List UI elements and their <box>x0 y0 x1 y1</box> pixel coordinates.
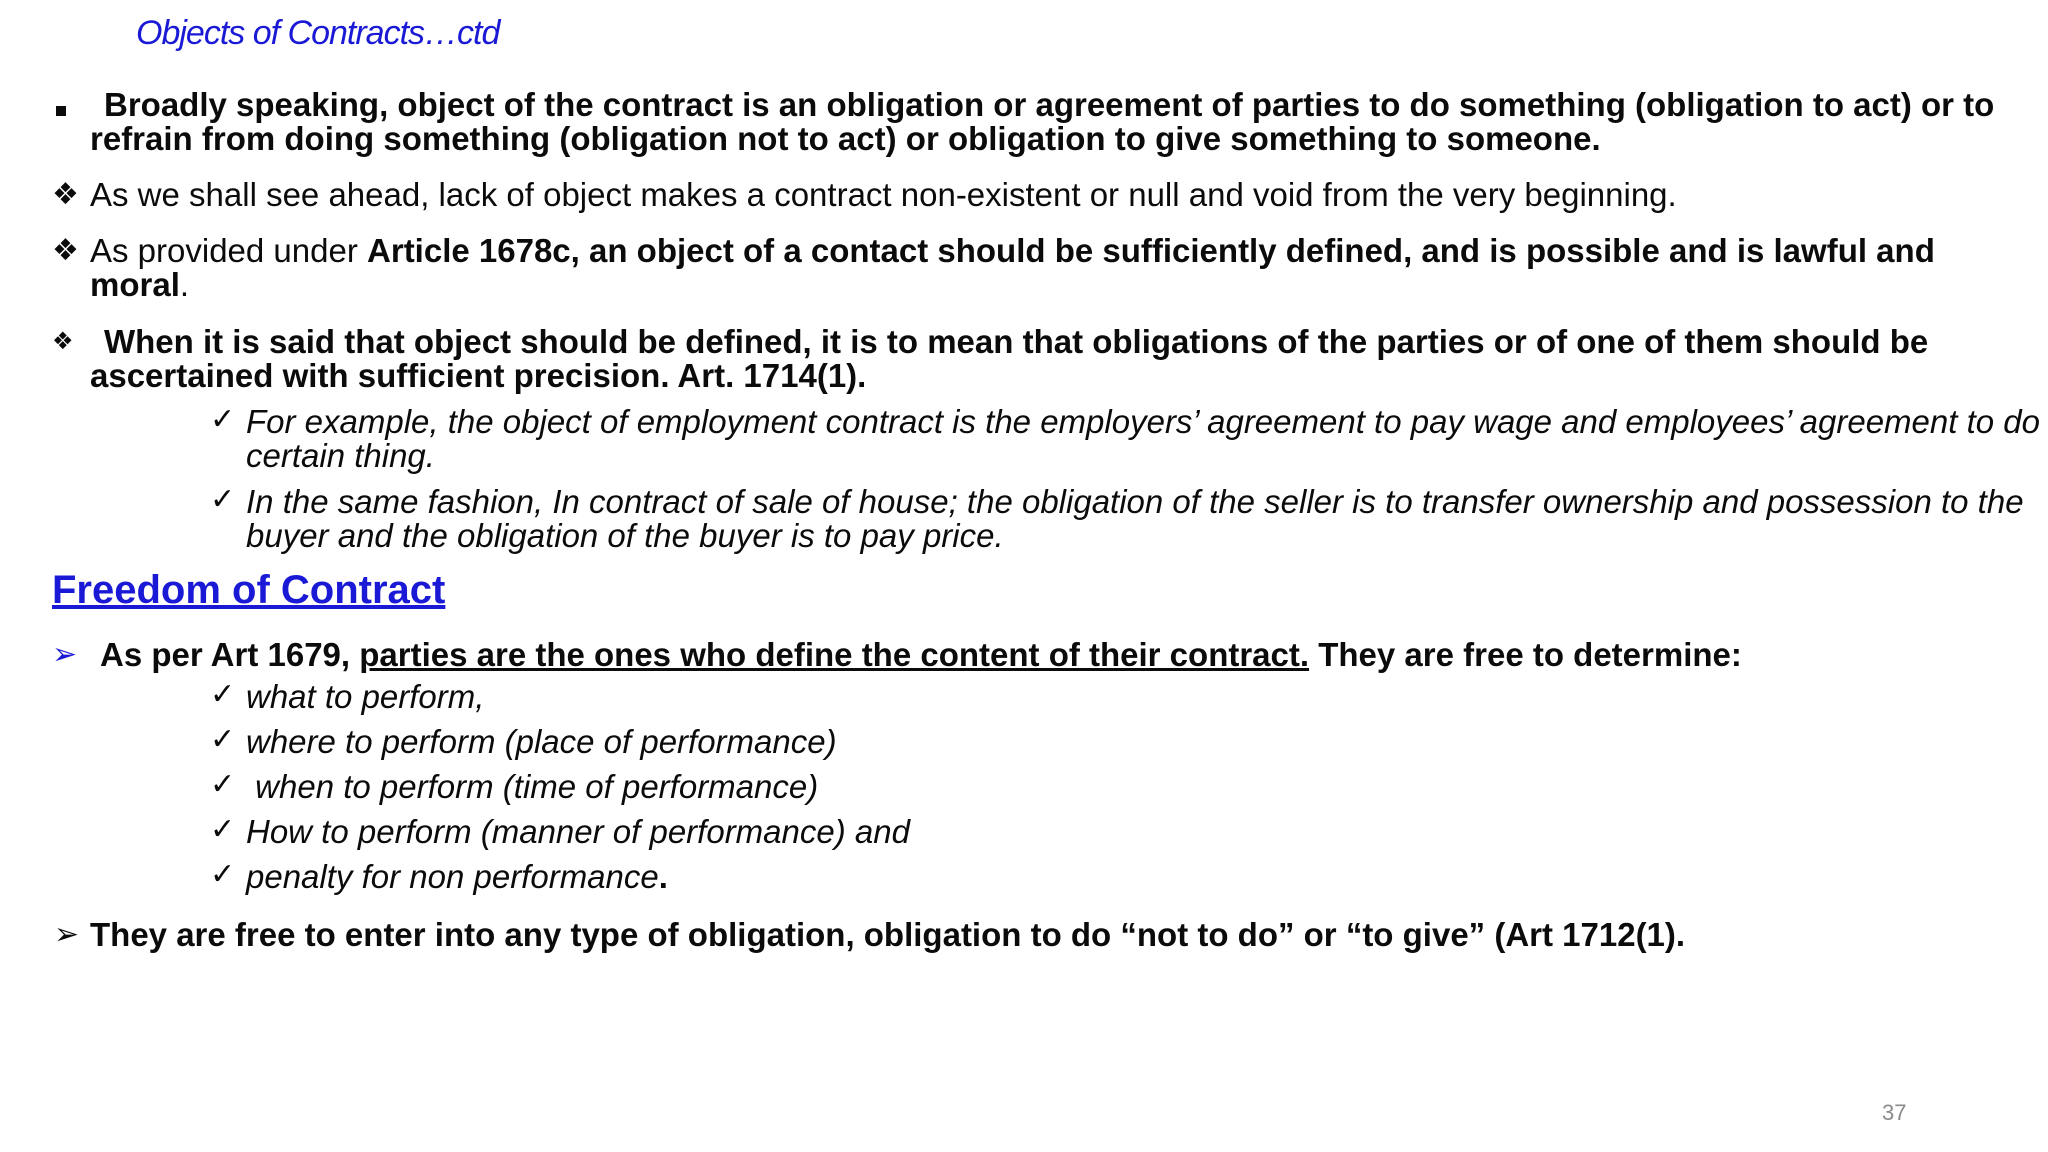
bullet-lack-of-object <box>52 178 2012 212</box>
example-text: For example, the object of employment contract is the employers’ agreement to pay wage and employees’ agreement to do certain thing. <box>246 403 2040 474</box>
diamond-bullet-icon: ❖ <box>52 328 74 355</box>
page-number: 37 <box>1882 1100 1907 1125</box>
bullet-suffix: They are free to determine: <box>1309 636 1742 673</box>
bullet-prefix: As per Art 1679, <box>100 636 360 673</box>
freedom-item <box>210 815 2046 849</box>
freedom-item <box>210 680 2046 714</box>
bullet-article-1678c <box>52 234 2012 302</box>
arrow-bullet-icon: ➢ <box>52 638 78 671</box>
diamond-bullet-icon: ❖ <box>52 234 79 267</box>
bullet-text: They are free to enter into any type of obligation, obligation to do “not to do” or “to give” (Art 1712(1). <box>90 916 1686 953</box>
freedom-item <box>210 860 2046 894</box>
example-text: In the same fashion, In contract of sale of house; the obligation of the seller is to transfer ownership and possession to the buyer and the obligation of the buyer is to pay price. <box>246 483 2024 554</box>
bullet-object-defined <box>52 325 2012 393</box>
check-icon: ✓ <box>210 483 236 516</box>
freedom-item-text: penalty for non performance <box>246 858 659 895</box>
bullet-art-1679 <box>52 638 2012 672</box>
bullet-suffix: . <box>179 266 190 303</box>
freedom-item-text: what to perform, <box>246 678 485 715</box>
diamond-bullet-icon: ❖ <box>52 178 79 211</box>
freedom-item <box>210 770 2046 804</box>
square-bullet-icon <box>52 88 90 122</box>
check-icon: ✓ <box>210 403 236 436</box>
arrow-bullet-icon: ➢ <box>54 918 80 951</box>
bullet-underlined: parties are the ones who define the content of their contract. <box>359 636 1310 673</box>
slide-title: Objects of Contracts…ctd <box>136 14 500 52</box>
freedom-item-text: where to perform (place of performance) <box>246 723 837 760</box>
bullet-broadly-speaking <box>52 88 2012 156</box>
example-item <box>210 405 2046 473</box>
bullet-prefix: As provided under <box>90 232 368 269</box>
check-icon: ✓ <box>210 858 236 891</box>
bullet-art-1712 <box>52 918 2012 952</box>
check-icon: ✓ <box>210 813 236 846</box>
freedom-item-text: when to perform (time of performance) <box>246 768 819 805</box>
bullet-bold-text: Article 1678c, an object of a contact should be sufficiently defined, and is possible and is lawful and moral <box>90 232 1935 303</box>
freedom-item-suffix: . <box>658 858 668 895</box>
section-heading-freedom[interactable]: Freedom of Contract <box>52 568 446 612</box>
bullet-text: Broadly speaking, object of the contract is an obligation or agreement of parties to do something (obligation to act) or to refrain from doing something (obligation not to act) or obligation to give something to someone. <box>90 86 1995 157</box>
example-item <box>210 485 2046 553</box>
bullet-text: When it is said that object should be defined, it is to mean that obligations of the parties or of one of them should be ascertained with sufficient precision. Art. 1714(1). <box>90 323 1929 394</box>
bullet-text: As we shall see ahead, lack of object makes a contract non-existent or null and void from the very beginning. <box>90 176 1677 213</box>
check-icon: ✓ <box>210 678 236 711</box>
check-icon: ✓ <box>210 723 236 756</box>
check-icon: ✓ <box>210 768 236 801</box>
freedom-item-text: How to perform (manner of performance) and <box>246 813 910 850</box>
freedom-item <box>210 725 2046 759</box>
